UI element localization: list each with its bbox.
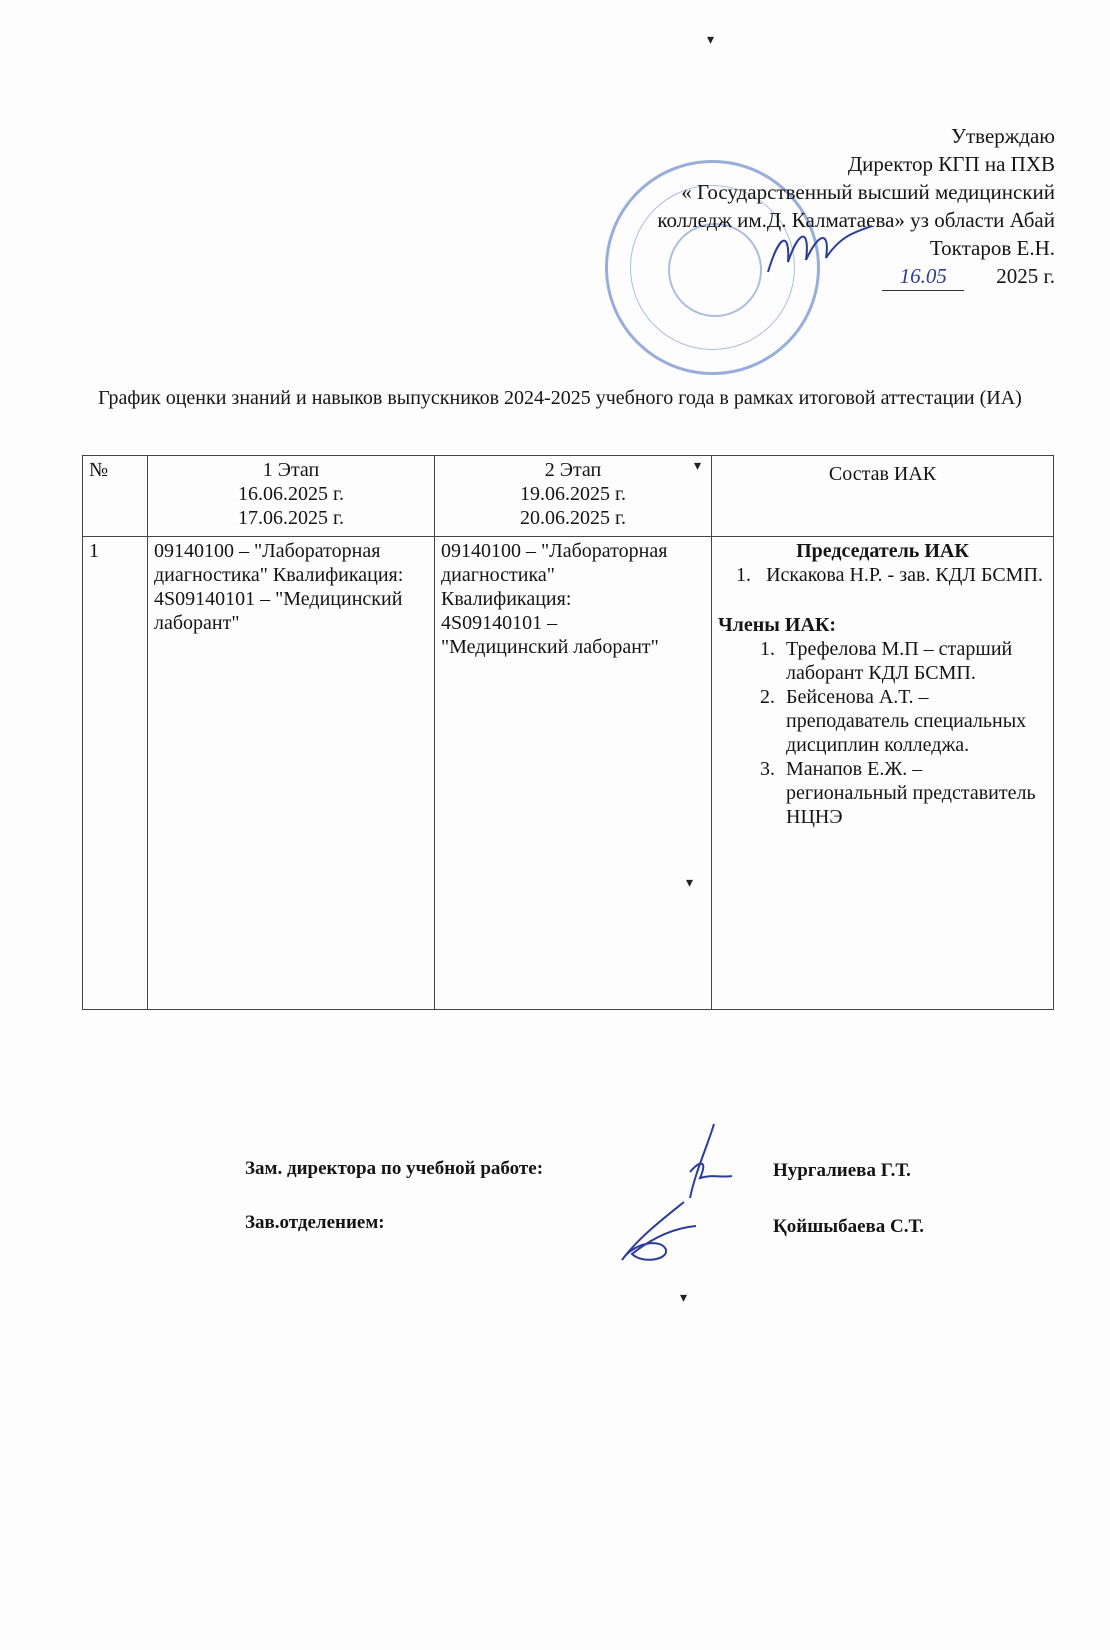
chair-list bbox=[718, 563, 1047, 587]
approval-line-3: « Государственный высший медицинский bbox=[681, 180, 1055, 204]
head-title: Зав.отделением: bbox=[245, 1212, 385, 1233]
chair-label: Председатель ИАК bbox=[796, 540, 969, 562]
head-signature bbox=[612, 1198, 702, 1268]
approval-line-4: колледж им.Д. Калматаева» уз области Абай bbox=[657, 208, 1055, 232]
stage-2-qualification-code: 4S09140101 – bbox=[441, 612, 558, 634]
table-row bbox=[83, 537, 1054, 1010]
header-stage-2 bbox=[435, 456, 712, 537]
chair-item: 1. Искакова Н.Р. - зав. КДЛ БСМП. bbox=[756, 563, 1047, 587]
stage-2-specialty: 09140100 – "Лабораторная диагностика" bbox=[441, 540, 668, 586]
table-header-row bbox=[83, 456, 1054, 537]
header-number: № bbox=[83, 456, 148, 537]
director-signature bbox=[760, 222, 880, 282]
scan-mark-top: ▾ bbox=[707, 33, 715, 48]
approval-line-2: Директор КГП на ПХВ bbox=[847, 152, 1055, 176]
stage-1-date-2: 17.06.2025 г. bbox=[238, 507, 344, 529]
row-stage-1: 09140100 – "Лабораторная диагностика" Квалификация: 4S09140101 – "Медицинский лаборант" bbox=[148, 537, 435, 1010]
handwritten-date: 16.05 bbox=[882, 262, 964, 291]
member-item: 2. Бейсенова А.Т. – преподаватель специальных дисциплин колледжа. bbox=[780, 685, 1047, 757]
members-label: Члены ИАК: bbox=[718, 614, 837, 636]
members-list bbox=[718, 637, 1047, 829]
deputy-title: Зам. директора по учебной работе: bbox=[245, 1158, 544, 1179]
row-stage-2 bbox=[435, 537, 712, 1010]
stage-2-label: 2 Этап bbox=[544, 459, 602, 481]
commission-label: Состав ИАК bbox=[828, 463, 937, 485]
member-item: 1. Трефелова М.П – старший лаборант КДЛ БСМП. bbox=[780, 637, 1047, 685]
stage-2-date-1: 19.06.2025 г. bbox=[520, 483, 626, 505]
approval-line-1: Утверждаю bbox=[951, 124, 1055, 148]
row-number: 1 bbox=[83, 537, 148, 1010]
approval-year: 2025 г. bbox=[996, 264, 1055, 288]
director-name: Токтаров Е.Н. bbox=[929, 236, 1055, 260]
document-title: График оценки знаний и навыков выпускников 2024-2025 учебного года в рамках итоговой аттестации (ИА) bbox=[98, 387, 1022, 409]
member-item: 3. Манапов Е.Ж. – региональный представитель НЦНЭ bbox=[780, 757, 1047, 829]
stage-1-label: 1 Этап bbox=[262, 459, 320, 481]
stage-2-qualification-name: "Медицинский лаборант" bbox=[441, 636, 659, 658]
stage-2-date-2: 20.06.2025 г. bbox=[520, 507, 626, 529]
head-name: Қойшыбаева С.Т. bbox=[773, 1216, 925, 1237]
deputy-signature bbox=[660, 1120, 740, 1200]
stage-2-qualification-label: Квалификация: bbox=[441, 588, 572, 610]
header-stage-1 bbox=[148, 456, 435, 537]
deputy-name: Нургалиева Г.Т. bbox=[773, 1160, 911, 1181]
scan-mark-table: ▾ bbox=[694, 459, 702, 474]
scan-mark-mid: ▾ bbox=[686, 876, 694, 891]
header-commission bbox=[712, 456, 1054, 537]
scan-mark-bottom: ▾ bbox=[680, 1291, 688, 1306]
stage-1-date-1: 16.06.2025 г. bbox=[238, 483, 344, 505]
schedule-table bbox=[82, 455, 1054, 1010]
row-commission bbox=[712, 537, 1054, 1010]
